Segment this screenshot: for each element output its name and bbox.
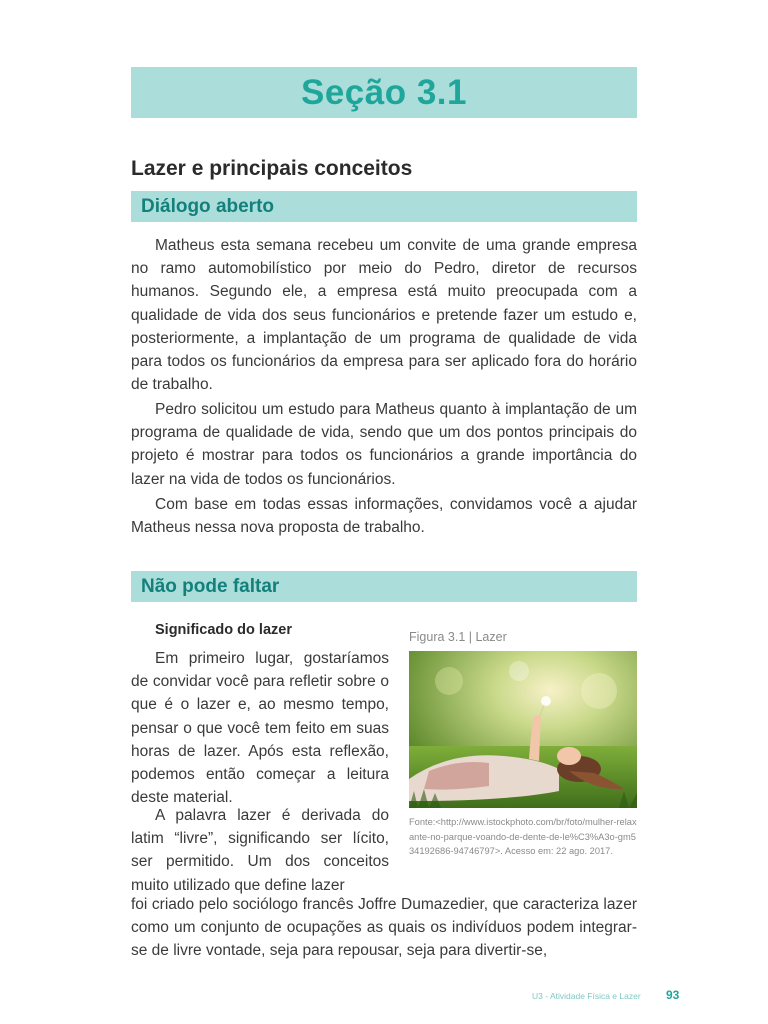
dialogo-aberto-heading: Diálogo aberto <box>141 195 275 217</box>
section-title: Seção 3.1 <box>301 72 467 112</box>
column-paragraph: A palavra lazer é derivada do latim “livre”, significando ser lícito, ser permitido. Um dos conceitos muito utilizado que define lazer <box>131 807 389 894</box>
nao-pode-faltar-bar <box>131 571 637 602</box>
page-number: 93 <box>666 988 680 1002</box>
continuation-paragraph: foi criado pelo sociólogo francês Joffre Dumazedier, que caracteriza lazer como um conjunto de ocupações as quais os indivíduos podem integrar-se de livre vontade, seja para repousar, seja para divertir-se, <box>131 896 637 960</box>
body-paragraph: Pedro solicitou um estudo para Matheus quanto à implantação de um programa de qualidade de vida, sendo que um dos pontos principais do projeto é mostrar para todos os funcionários a grande importância do lazer na vida de todos os funcionários. <box>131 401 637 488</box>
dialogo-aberto-bar <box>131 191 637 222</box>
figure-photo <box>409 651 637 808</box>
section-banner <box>131 67 637 118</box>
figure-caption: Figura 3.1 | Lazer <box>409 630 507 644</box>
footer-text: U3 - Atividade Física e Lazer <box>532 991 641 1001</box>
column-paragraph: Em primeiro lugar, gostaríamos de convidar você para refletir sobre o que é o lazer e, ao mesmo tempo, pensar o que você tem feito em suas horas de lazer. Após esta reflexão, podemos então começar a leitura deste material. <box>131 650 389 807</box>
significado-subtitle: Significado do lazer <box>155 622 292 638</box>
body-paragraph: Matheus esta semana recebeu um convite de uma grande empresa no ramo automobilístico por meio do Pedro, diretor de recursos humanos. Segundo ele, a empresa está muito preocupada com a qualidade de vida dos seus funcionários e pretende fazer um estudo e, posteriormente, a implantação de um programa de qualidade de vida para todos os funcionários da empresa para ser aplicado fora do horário de trabalho. <box>131 237 637 394</box>
body-paragraph: Com base em todas essas informações, convidamos você a ajudar Matheus nessa nova proposta de trabalho. <box>131 496 637 537</box>
chapter-title: Lazer e principais conceitos <box>131 157 413 180</box>
nao-pode-faltar-heading: Não pode faltar <box>141 575 280 597</box>
figure-source: Fonte:<http://www.istockphoto.com/br/foto/mulher-relaxante-no-parque-voando-de-dente-de-le%C3%A3o-gm534192686-94746797>. Acesso em: 22 ago. 2017. <box>409 817 637 856</box>
